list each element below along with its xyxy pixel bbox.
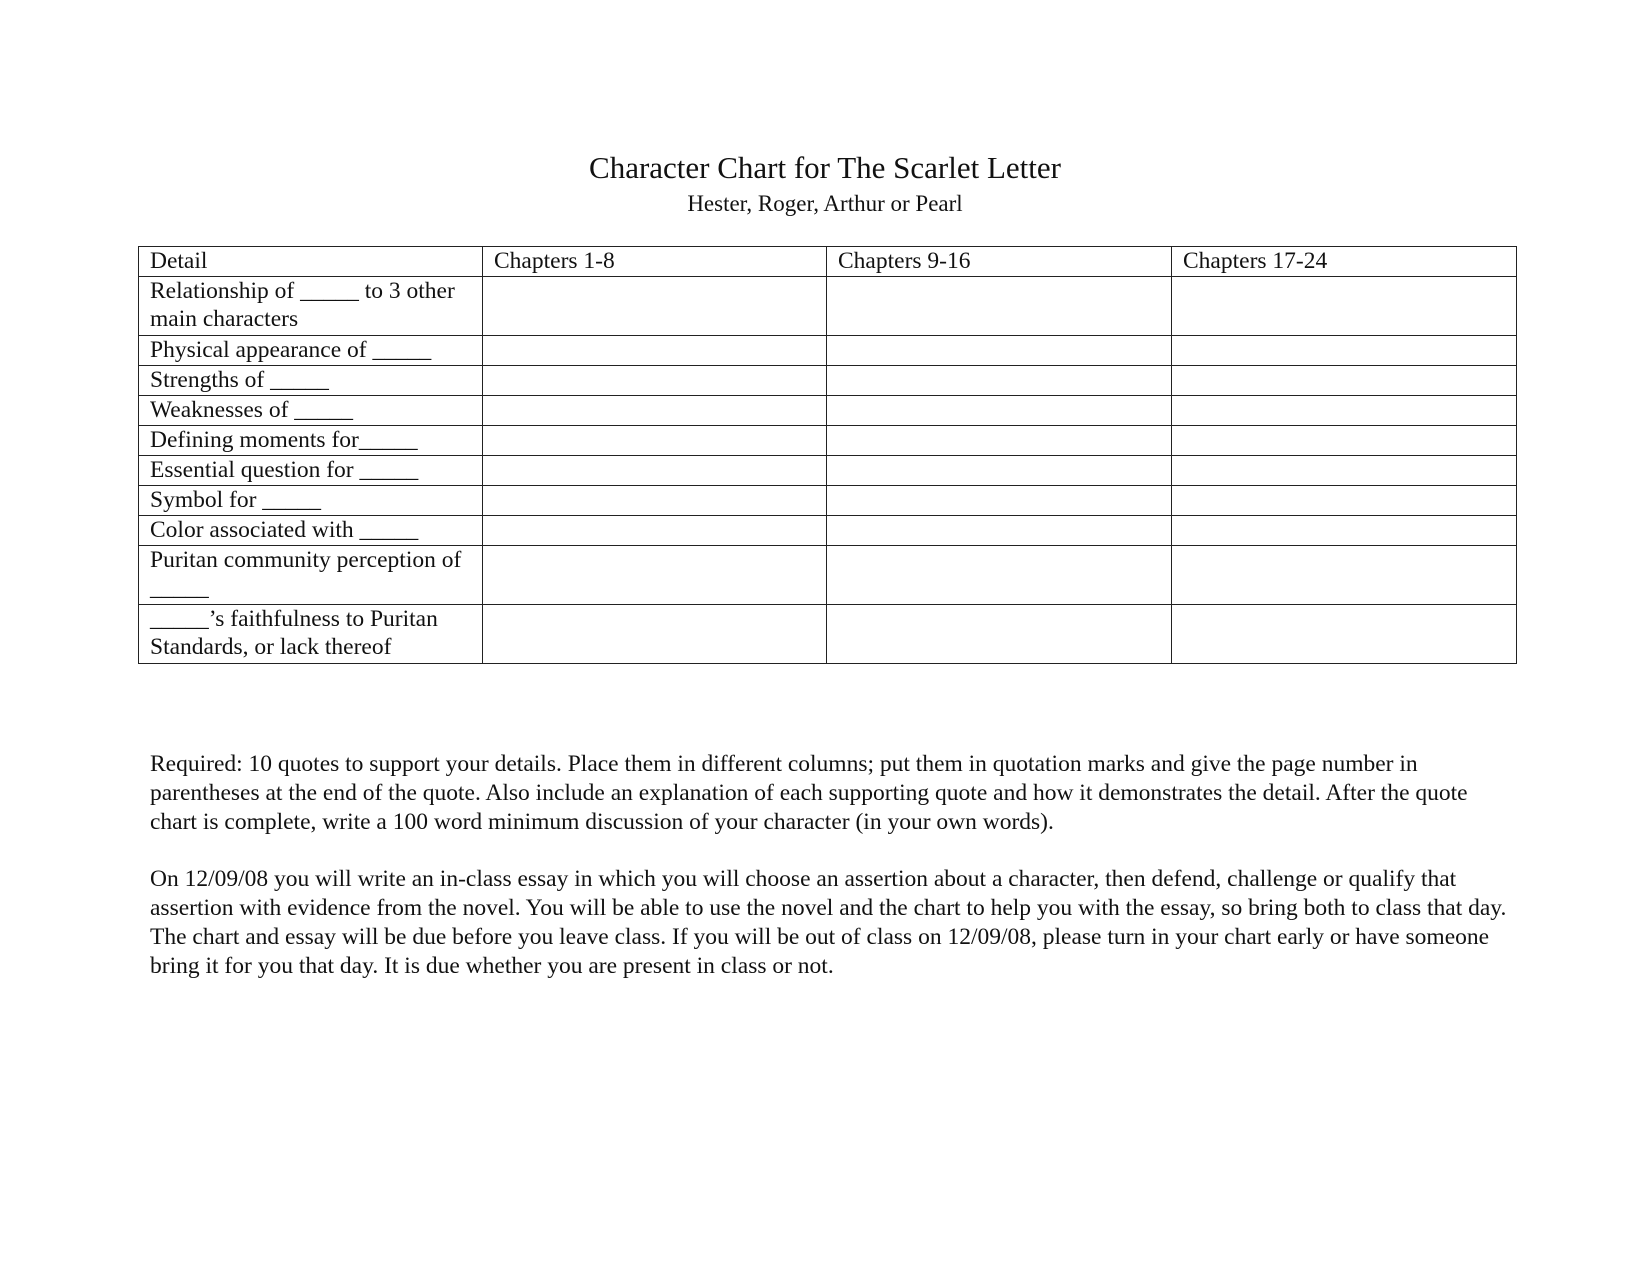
chapters-9-16-cell[interactable] — [827, 486, 1172, 516]
table-row — [139, 336, 1517, 366]
instructions-section — [150, 750, 1510, 1010]
chapters-9-16-cell[interactable] — [827, 426, 1172, 456]
chapters-1-8-cell[interactable] — [483, 336, 827, 366]
chapters-9-16-cell[interactable] — [827, 366, 1172, 396]
table-row — [139, 277, 1517, 336]
detail-label: _____’s faithfulness to Puritan Standards, or lack thereof — [139, 605, 483, 664]
table-row — [139, 426, 1517, 456]
chapters-17-24-cell[interactable] — [1172, 516, 1517, 546]
chapters-17-24-cell[interactable] — [1172, 396, 1517, 426]
table-row — [139, 546, 1517, 605]
chapters-9-16-cell[interactable] — [827, 546, 1172, 605]
header-detail: Detail — [139, 247, 483, 277]
chapters-17-24-cell[interactable] — [1172, 426, 1517, 456]
detail-label: Relationship of _____ to 3 other main characters — [139, 277, 483, 336]
chapters-1-8-cell[interactable] — [483, 456, 827, 486]
detail-label: Weaknesses of _____ — [139, 396, 483, 426]
detail-label: Physical appearance of _____ — [139, 336, 483, 366]
chapters-1-8-cell[interactable] — [483, 426, 827, 456]
table-row — [139, 486, 1517, 516]
character-chart-table — [138, 246, 1517, 664]
table-row — [139, 396, 1517, 426]
header-chapters-1-8: Chapters 1-8 — [483, 247, 827, 277]
chapters-9-16-cell[interactable] — [827, 336, 1172, 366]
chapters-17-24-cell[interactable] — [1172, 605, 1517, 664]
header-chapters-17-24: Chapters 17-24 — [1172, 247, 1517, 277]
chapters-17-24-cell[interactable] — [1172, 456, 1517, 486]
required-paragraph: Required: 10 quotes to support your details. Place them in different columns; put them in quotation marks and give the page number in parentheses at the end of the quote. Also include an explanation of each supporting quote and how it demonstrates the detail. After the quote chart is complete, write a 100 word minimum discussion of your character (in your own words). — [150, 751, 1468, 835]
table-header-row — [139, 247, 1517, 277]
chapters-9-16-cell[interactable] — [827, 277, 1172, 336]
detail-label: Defining moments for_____ — [139, 426, 483, 456]
chapters-17-24-cell[interactable] — [1172, 336, 1517, 366]
detail-label: Puritan community perception of _____ — [139, 546, 483, 605]
chapters-1-8-cell[interactable] — [483, 516, 827, 546]
chapters-9-16-cell[interactable] — [827, 605, 1172, 664]
detail-label: Strengths of _____ — [139, 366, 483, 396]
table-row — [139, 456, 1517, 486]
chapters-17-24-cell[interactable] — [1172, 486, 1517, 516]
chapters-9-16-cell[interactable] — [827, 456, 1172, 486]
detail-label: Symbol for _____ — [139, 486, 483, 516]
essay-paragraph: On 12/09/08 you will write an in-class essay in which you will choose an assertion about a character, then defend, challenge or qualify that assertion with evidence from the novel. You will be able to use the novel and the chart to help you with the essay, so bring both to class that day. The chart and essay will be due before you leave class. If you will be out of class on 12/09/08, please turn in your chart early or have someone bring it for you that day. It is due whether you are present in class or not. — [150, 866, 1507, 979]
chapters-1-8-cell[interactable] — [483, 546, 827, 605]
detail-label: Color associated with _____ — [139, 516, 483, 546]
chapters-17-24-cell[interactable] — [1172, 366, 1517, 396]
header-chapters-9-16: Chapters 9-16 — [827, 247, 1172, 277]
chapters-17-24-cell[interactable] — [1172, 546, 1517, 605]
chapters-17-24-cell[interactable] — [1172, 277, 1517, 336]
chapters-1-8-cell[interactable] — [483, 486, 827, 516]
document-title: Character Chart for The Scarlet Letter — [589, 150, 1061, 185]
chapters-1-8-cell[interactable] — [483, 605, 827, 664]
chapters-1-8-cell[interactable] — [483, 277, 827, 336]
detail-label: Essential question for _____ — [139, 456, 483, 486]
table-row — [139, 366, 1517, 396]
table-row — [139, 605, 1517, 664]
chapters-1-8-cell[interactable] — [483, 366, 827, 396]
chapters-1-8-cell[interactable] — [483, 396, 827, 426]
document-subtitle: Hester, Roger, Arthur or Pearl — [687, 191, 963, 216]
table-row — [139, 516, 1517, 546]
chapters-9-16-cell[interactable] — [827, 516, 1172, 546]
chapters-9-16-cell[interactable] — [827, 396, 1172, 426]
